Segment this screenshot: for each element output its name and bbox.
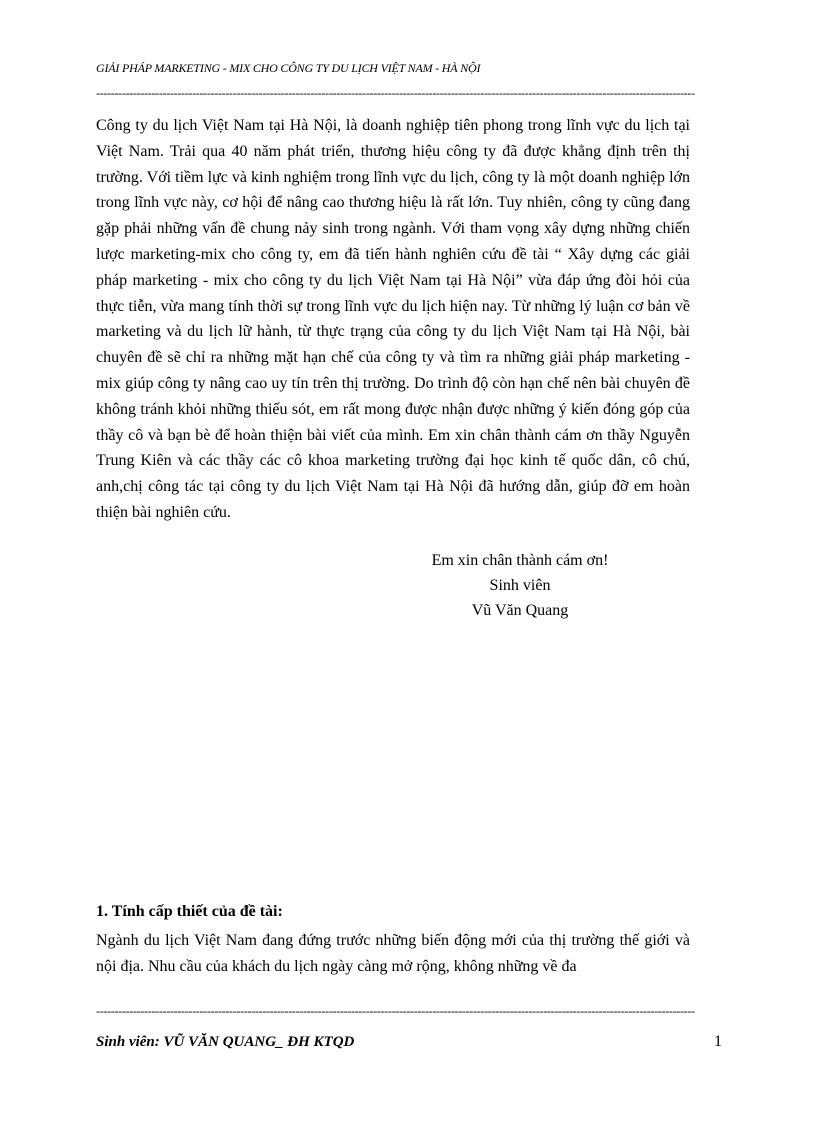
signature-thanks: Em xin chân thành cám ơn! [431, 552, 609, 569]
intro-paragraph: Công ty du lịch Việt Nam tại Hà Nội, là doanh nghiệp tiên phong trong lĩnh vực du lịch tại Việt Nam. Trải qua 40 năm phát triển, thương hiệu công ty đã được khẳng định trên thị trường. Với tiềm lực và kinh nghiệm trong lĩnh vực du lịch, công ty là một doanh nghiệp lớn trong lĩnh vực này, cơ hội để nâng cao thương hiệu là rất lớn. Tuy nhiên, công ty cũng đang gặp phải những vấn đề chung nảy sinh trong ngành. Với tham vọng xây dựng những chiến lược marketing-mix cho công ty, em đã tiến hành nghiên cứu đề tài “ Xây dựng các giải pháp marketing - mix cho công ty du lịch Việt Nam tại Hà Nội” vừa đáp ứng đòi hỏi của thực tiễn, vừa mang tính thời sự trong lĩnh vực du lịch hiện nay. Từ những lý luận cơ bản về marketing và du lịch lữ hành, từ thực trạng của công ty du lịch Việt Nam tại Hà Nội, bài chuyên đề sẽ chỉ ra những mặt hạn chế của công ty và tìm ra những giải pháp marketing - mix giúp công ty nâng cao uy tín trên thị trường. Do trình độ còn hạn chế nên bài chuyên đề không tránh khỏi những thiếu sót, em rất mong được nhận được những ý kiến đóng góp của thầy cô và bạn bè để hoàn thiện bài viết của mình. Em xin chân thành cám ơn thầy Nguyễn Trung Kiên và các thầy các cô khoa marketing trường đại học kinh tế quốc dân, cô chú, anh,chị công tác tại công ty du lịch Việt Nam tại Hà Nội đã hướng dẫn, giúp đỡ em hoàn thiện bài nghiên cứu. [96, 117, 690, 521]
signature-block [380, 548, 660, 623]
footer-dashed-rule: ------------------------------------------------------------------------------------------------------------------------------------------------------------------ [96, 1005, 695, 1017]
section-heading: 1. Tính cấp thiết của đề tài: [96, 903, 283, 920]
page-number: 1 [714, 1033, 722, 1050]
running-header-title: GIẢI PHÁP MARKETING - MIX CHO CÔNG TY DU LỊCH VIỆT NAM - HÀ NỘI [96, 61, 481, 75]
header-dashed-rule: ------------------------------------------------------------------------------------------------------------------------------------------------------------------ [96, 87, 695, 99]
signature-role: Sinh viên [489, 577, 551, 594]
signature-name: Vũ Văn Quang [471, 602, 569, 619]
section-paragraph: Ngành du lịch Việt Nam đang đứng trước những biến động mới của thị trường thế giới và nội địa. Nhu cầu của khách du lịch ngày càng mở rộng, không những về đa [96, 932, 690, 975]
footer-student-label: Sinh viên: VŨ VĂN QUANG_ ĐH KTQD [96, 1034, 355, 1050]
